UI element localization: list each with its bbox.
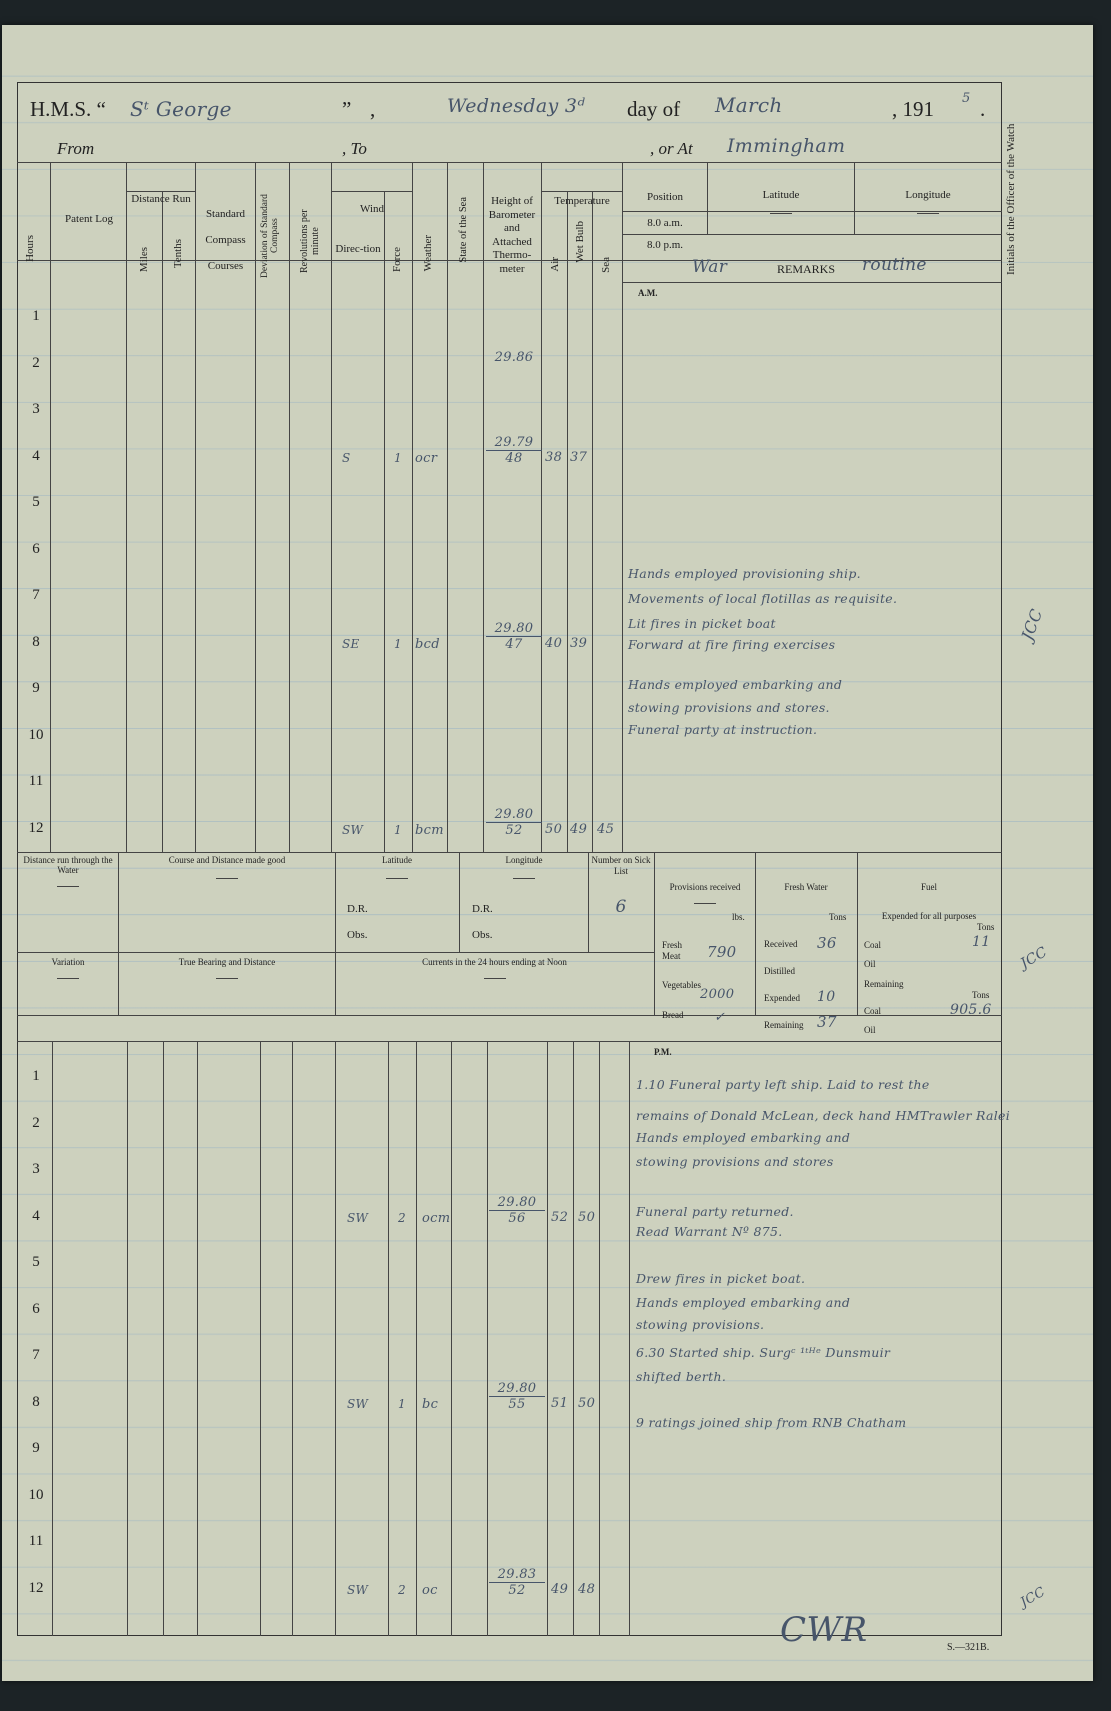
vegetables-value: 2000 [700,987,735,1002]
from-label: From [57,139,95,158]
hour-number: 11 [28,1533,44,1549]
bread-label: Bread [662,1010,684,1020]
air-temp: 50 [545,821,563,837]
hour-number: 12 [28,1579,44,1596]
location: Immingham [727,135,846,157]
fuel-tons: Tons [977,922,995,932]
form-number: S.—321B. [947,1642,990,1653]
wind-force: 1 [394,636,402,651]
water-distilled-label: Distilled [764,966,795,976]
time-8am: 8.0 a.m. [647,217,683,229]
wet-bulb-temp: 50 [578,1395,596,1411]
noon-longitude-label: Longitude [505,855,543,865]
hour-number: 4 [32,447,40,464]
col-weather: Weather [422,235,434,272]
hour-number: 7 [32,587,40,603]
barometer-value: 29.80 [486,808,542,823]
col-temperature: Temperature [554,195,610,207]
barometer-reading [489,1568,545,1598]
lon-obs: Obs. [472,929,493,941]
hour-number: 10 [28,1486,44,1503]
fuel-title: Fuel [920,882,937,892]
remark-line: Movements of local flotillas as requisite. [628,591,898,606]
wind-direction: SW [342,822,364,837]
weather-code: bcd [415,636,440,652]
col-deviation: Deviation of Standard Compass [260,194,280,278]
wind-force: 2 [398,1582,406,1597]
or-at-label: , or At [650,139,693,158]
hour-number: 9 [32,1440,40,1456]
water-remaining-value: 37 [817,1013,837,1031]
noon-initials: JCC [1017,944,1051,972]
remarks-heading: REMARKS [777,262,836,276]
fresh-meat-value: 790 [707,943,737,961]
water-received-value: 36 [817,934,837,952]
thermometer-value: 56 [508,1210,526,1226]
barometer-value: 29.80 [489,1382,545,1397]
to-label: , To [342,139,367,158]
wet-bulb-temp: 48 [578,1581,596,1597]
remark-line: Hands employed embarking and [628,677,843,692]
wind-force: 1 [394,822,402,837]
remark-line: 9 ratings joined ship from RNB Chatham [636,1415,907,1430]
ship-prefix: H.M.S. “ [30,97,106,121]
hour-number: 1 [32,308,40,324]
am-label: A.M. [638,288,658,298]
weather-code: bc [422,1396,439,1412]
barometer-reading [489,1382,545,1412]
water-remaining-label: Remaining [764,1020,804,1030]
hour-number: 6 [32,540,40,557]
lat-obs: Obs. [347,929,368,941]
fuel-tons2: Tons [972,990,990,1000]
air-temp: 49 [551,1581,569,1597]
variation-label: Variation [51,957,85,967]
fuel-coal-remaining-value: 905.6 [950,1002,992,1018]
remark-line: Funeral party at instruction. [628,722,818,737]
col-tenths: Tenths [172,239,184,269]
barometer-value: 29.83 [489,1568,545,1583]
remark-line: remains of Donald McLean, deck hand HMTrawler Ralei [636,1108,1011,1123]
remark-line: stowing provisions. [636,1317,765,1332]
remark-line: Read Warrant Nº 875. [636,1224,783,1239]
hour-number: 7 [32,1347,40,1363]
lon-dr: D.R. [472,903,493,915]
fuel-coal-value: 11 [972,934,991,950]
hour-number: 9 [32,680,40,696]
barometer-reading [486,808,542,838]
log-page: H.M.S. “ Sᵗ George ” , Wednesday 3ᵈ day of March , 191 5 . From , To , or At Immingham Initials of the Officer of the Watch Hours Patent Log Distance Run Miles Tenths Standard Compass Courses Deviation of Standard Compass Revolutions per minute Wind Direc-tion Force Weather State of the Sea Height of Barometer and Attached Thermo-meter Temperature Air Wet Bulb Sea Position Latitude Longitude 8.0 a.m. 8.0 p.m. War REMARKS routine A.M. 1 2 3 4 5 6 7 8 9 10 11 12 29.86 S 1 ocr $\frac{29.79}{48}$ 38 37 SE 1 bcd $\frac{29.80}{47}$ 40 39 SW 1 bcm $\frac{29.80}{52}$ 50 49 45 Hands employed provisioning ship. Movements of local flotillas as requisite. Lit fires in picket boat Forward at fire firing exercises Hands employed embarking and stowing provisions and stores. Funeral party at instruction. JCC Distance run through the Water Course and Distance made good Latitude D.R. Obs. Longitude D.R. Obs. Number on Sick List 6 Variation True Bearing and Distance Currents in the 24 hours ending at Noon Provisions received lbs. Fresh Meat 790 Vegetables 2000 Bread ✓ Fresh Water Tons Received 36 Distilled Expended 10 Remaining 37 Fuel Expended for all purposes Tons Coal 11 Oil Remaining Tons Coal 905.6 Oil JCC P.M. 1 2 3 4 5 6 7 8 9 10 11 12 SW 2 ocm $\frac{29.80}{56}$ 52 50 SW 1 bc $\frac{29.80}{55}$ 51 50 SW 2 oc $\frac{29.83}{52}$ 49 48 1.10 Funeral party left ship. Laid to rest the remains of Donald McLean, deck hand HMTrawler Ralei Hands employed embarking and stowing provisions and stores Funeral party returned. Read Warrant Nº 875. Drew fires in picket boat. Hands employed embarking and stowing provisions. 6.30 Started ship. Surgᶜ ¹ᵗᴴᵉ Dunsmuir shifted berth. 9 ratings joined ship from RNB Chatham JCC CWR S.—321B. [2,25,1093,1681]
col-revolutions: Revolutions per minute [299,209,321,273]
col-hours: Hours [24,235,36,262]
wet-bulb-temp: 39 [570,635,588,651]
remark-line: Hands employed embarking and [636,1130,851,1145]
barometer-reading [489,1196,545,1226]
year-suffix: 5 [962,91,971,106]
col-wind: Wind [360,203,384,215]
provisions-lbs: lbs. [732,912,745,922]
wind-force: 1 [398,1396,406,1411]
hour-number: 1 [32,1068,40,1084]
pm-initials: JCC [1017,1584,1049,1611]
barometer-reading [486,436,542,466]
col-direction: Direc-tion [335,243,381,255]
col-sea: Sea [600,257,612,273]
remarks-suffix: routine [862,255,927,275]
fuel-expended-label: Expended for all purposes [881,911,977,921]
col-state-of-sea: State of the Sea [458,197,469,263]
wind-force: 2 [398,1210,406,1225]
hour-number: 3 [32,401,40,417]
remark-line: 6.30 Started ship. Surgᶜ ¹ᵗᴴᵉ Dunsmuir [636,1345,891,1360]
day-name: Wednesday 3ᵈ [447,95,586,117]
hour-number: 12 [28,819,44,836]
true-bearing-label: True Bearing and Distance [178,957,276,967]
barometer-reading [486,351,542,365]
initials-column-label: Initials of the Officer of the Watch [1005,123,1017,275]
vegetables-label: Vegetables [662,980,701,990]
year-prefix: , 191 [892,97,934,121]
barometer-value: 29.80 [489,1196,545,1211]
day-of-label: day of [627,97,681,121]
fuel-coal-label: Coal [864,940,881,950]
remark-line: Lit fires in picket boat [628,616,776,631]
bread-value: ✓ [714,1010,726,1025]
remark-line: 1.10 Funeral party left ship. Laid to rest the [636,1077,930,1092]
wind-direction: SE [342,636,360,651]
pm-label: P.M. [654,1047,672,1057]
barometer-value: 29.79 [486,436,542,451]
hour-number: 2 [32,1114,40,1131]
wind-direction: SW [347,1396,369,1411]
remark-line: Drew fires in picket boat. [636,1271,806,1286]
remarks-prefix: War [692,257,728,277]
air-temp: 52 [551,1209,569,1225]
noon-latitude-label: Latitude [382,855,412,865]
weather-code: bcm [415,822,444,838]
wind-force: 1 [394,450,402,465]
hour-number: 10 [28,726,44,743]
am-initials: JCC [1017,606,1047,643]
col-standard-compass: Standard Compass Courses [205,208,246,272]
barometer-value: 29.86 [494,349,534,365]
remark-line: shifted berth. [636,1369,727,1384]
water-expended-value: 10 [817,989,836,1005]
remark-line: Forward at fire firing exercises [628,637,836,652]
col-distance-run: Distance Run [131,193,191,205]
weather-code: oc [422,1582,438,1598]
wind-direction: SW [347,1582,369,1597]
fuel-oil2-label: Oil [864,1025,876,1035]
thermometer-value: 48 [505,450,523,466]
ship-name: Sᵗ George [130,97,232,121]
hour-number: 6 [32,1300,40,1317]
water-expended-label: Expended [764,993,800,1003]
wind-direction: SW [347,1210,369,1225]
thermometer-value: 55 [508,1396,526,1412]
hour-number: 3 [32,1161,40,1177]
remark-line: Hands employed provisioning ship. [628,566,861,581]
col-patent-log: Patent Log [65,213,113,225]
sick-list-label: Number on Sick List [591,855,651,876]
barometer-value: 29.80 [486,622,542,637]
weather-code: ocm [422,1210,451,1226]
col-wet-bulb: Wet Bulb [574,221,586,263]
fresh-meat-label: Fresh Meat [662,940,682,961]
thermometer-value: 47 [505,636,523,652]
time-8pm: 8.0 p.m. [646,239,684,251]
col-air: Air [549,257,561,272]
col-barometer: Height of Barometer and Attached Thermo-meter [488,195,536,275]
hour-number: 5 [32,1254,40,1270]
wet-bulb-temp: 37 [570,449,588,465]
wet-bulb-temp: 49 [570,821,588,837]
distance-run-water-label: Distance run through the Water [23,855,113,875]
col-longitude: Longitude [905,189,951,201]
hour-number: 2 [32,354,40,371]
sick-list-value: 6 [615,897,627,917]
remark-line: Hands employed embarking and [636,1295,851,1310]
air-temp: 40 [545,635,563,651]
hour-number: 5 [32,494,40,510]
currents-label: Currents in the 24 hours ending at Noon [422,957,567,967]
barometer-reading [486,622,542,652]
hour-number: 4 [32,1207,40,1224]
col-miles: Miles [138,247,150,273]
col-force: Force [391,247,403,273]
remark-line: stowing provisions and stores [636,1154,834,1169]
fuel-remaining-label: Remaining [864,979,904,989]
month: March [715,93,783,117]
hour-number: 8 [32,1393,40,1410]
wet-bulb-temp: 50 [578,1209,596,1225]
wind-direction: S [342,450,351,465]
air-temp: 51 [551,1395,569,1411]
fresh-water-tons: Tons [829,912,847,922]
air-temp: 38 [545,449,563,465]
thermometer-value: 52 [508,1582,526,1598]
sea-temp: 45 [597,821,615,837]
fuel-oil-label: Oil [864,959,876,969]
ditto-mark: ” [342,97,352,121]
remark-line: Funeral party returned. [636,1204,794,1219]
provisions-title: Provisions received [669,882,741,892]
col-position: Position [646,191,684,203]
water-received-label: Received [764,939,798,949]
fresh-water-title: Fresh Water [784,882,828,892]
col-latitude: Latitude [762,189,800,201]
lat-dr: D.R. [347,903,368,915]
weather-code: ocr [415,450,438,466]
signature: CWR [780,1610,868,1650]
hour-number: 8 [32,633,40,650]
thermometer-value: 52 [505,822,523,838]
remark-line: stowing provisions and stores. [628,700,830,715]
fuel-coal2-label: Coal [864,1006,881,1016]
hour-number: 11 [28,773,44,789]
course-distance-label: Course and Distance made good [168,855,286,865]
